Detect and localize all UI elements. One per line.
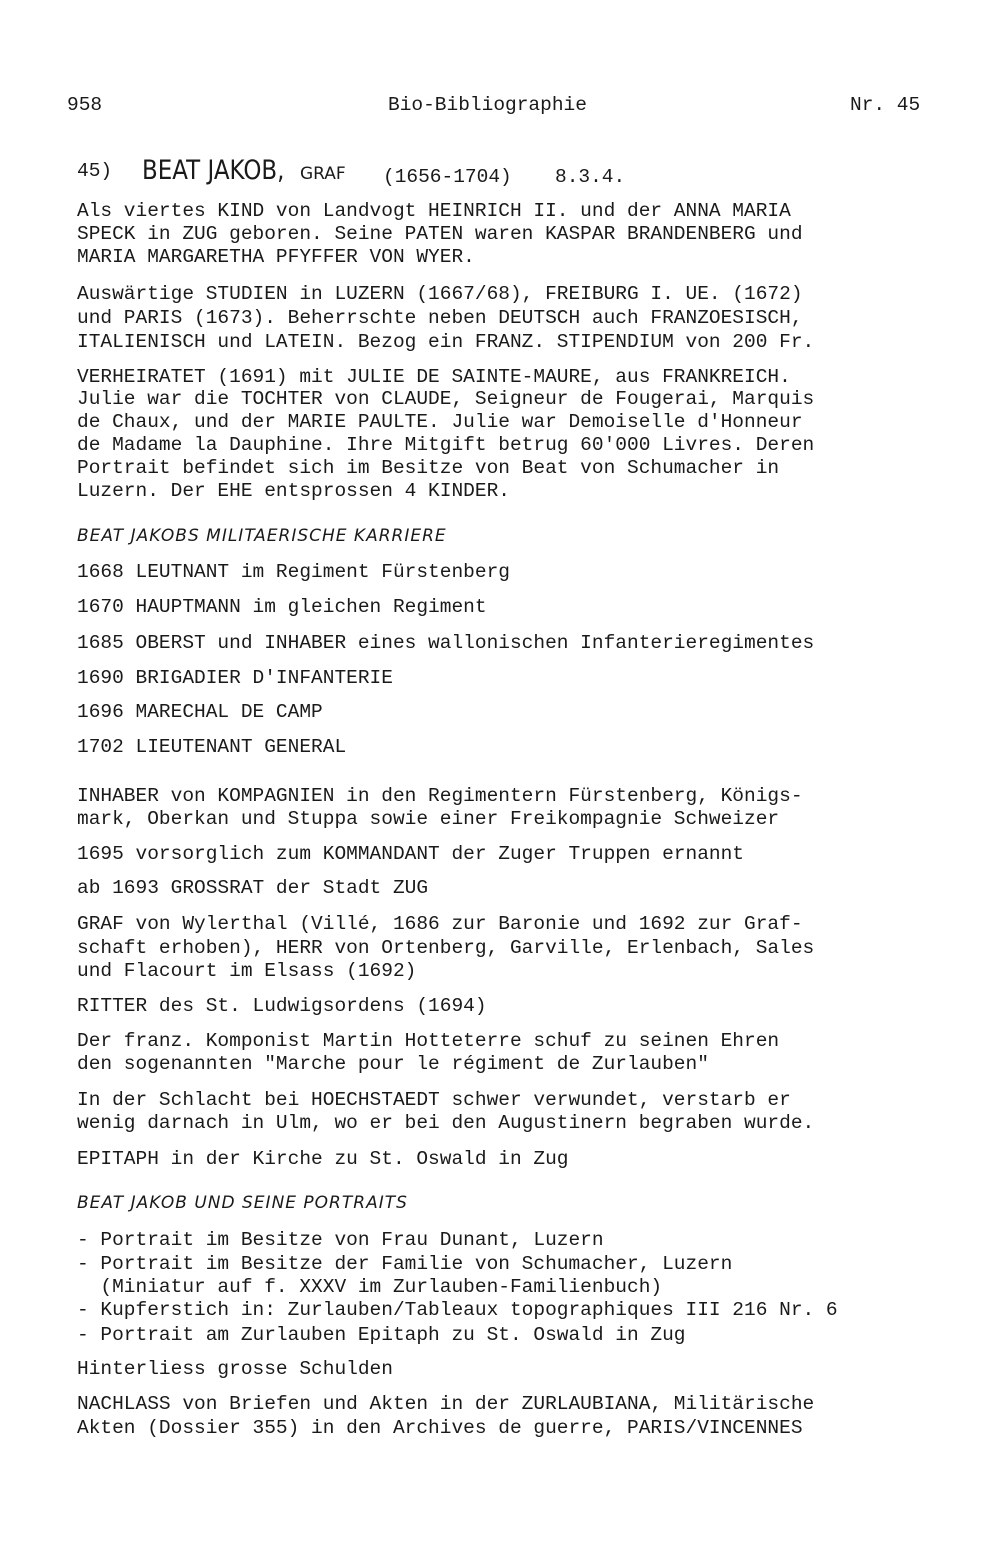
paragraph-line: In der Schlacht bei HOECHSTAEDT schwer verwundet, verstarb er bbox=[77, 1089, 791, 1111]
entry-title-graf: GRAF bbox=[300, 164, 346, 184]
portrait-item: - Kupferstich in: Zurlauben/Tableaux topographiques III 216 Nr. 6 bbox=[77, 1299, 838, 1321]
paragraph-line: und Flacourt im Elsass (1692) bbox=[77, 960, 417, 982]
paragraph-line: Julie war die TOCHTER von CLAUDE, Seigneur de Fougerai, Marquis bbox=[77, 388, 815, 410]
entry-reference: Nr. 45 bbox=[850, 94, 921, 116]
paragraph-line: NACHLASS von Briefen und Akten in der ZURLAUBIANA, Militärische bbox=[77, 1393, 815, 1415]
paragraph-line: Auswärtige STUDIEN in LUZERN (1667/68), FREIBURG I. UE. (1672) bbox=[77, 283, 803, 305]
paragraph-line: Luzern. Der EHE entsprossen 4 KINDER. bbox=[77, 480, 510, 502]
career-item: 1670 HAUPTMANN im gleichen Regiment bbox=[77, 596, 487, 618]
career-heading: BEAT JAKOBS MILITAERISCHE KARRIERE bbox=[77, 526, 447, 546]
paragraph-line: ITALIENISCH und LATEIN. Bezog ein FRANZ. STIPENDIUM von 200 Fr. bbox=[77, 331, 815, 353]
entry-code: 8.3.4. bbox=[555, 166, 626, 188]
paragraph-line: den sogenannten "Marche pour le régiment de Zurlauben" bbox=[77, 1053, 709, 1075]
entry-dates: (1656-1704) bbox=[383, 166, 512, 188]
paragraph-line: VERHEIRATET (1691) mit JULIE DE SAINTE-MAURE, aus FRANKREICH. bbox=[77, 366, 791, 388]
paragraph-line: SPECK in ZUG geboren. Seine PATEN waren KASPAR BRANDENBERG und bbox=[77, 223, 803, 245]
portrait-item: - Portrait im Besitze von Frau Dunant, Luzern bbox=[77, 1229, 604, 1251]
career-item: 1690 BRIGADIER D'INFANTERIE bbox=[77, 667, 393, 689]
paragraph-line: INHABER von KOMPAGNIEN in den Regimentern Fürstenberg, Königs- bbox=[77, 785, 803, 807]
paragraph-line: de Chaux, und der MARIE PAULTE. Julie war Demoiselle d'Honneur bbox=[77, 411, 803, 433]
paragraph-line: MARIA MARGARETHA PFYFFER VON WYER. bbox=[77, 246, 475, 268]
portrait-item: - Portrait im Besitze der Familie von Schumacher, Luzern bbox=[77, 1253, 733, 1275]
paragraph-line: EPITAPH in der Kirche zu St. Oswald in Zug bbox=[77, 1148, 569, 1170]
paragraph-line: und PARIS (1673). Beherrschte neben DEUTSCH auch FRANZOESISCH, bbox=[77, 307, 803, 329]
paragraph-line: Hinterliess grosse Schulden bbox=[77, 1358, 393, 1380]
career-item: 1668 LEUTNANT im Regiment Fürstenberg bbox=[77, 561, 510, 583]
career-item: 1696 MARECHAL DE CAMP bbox=[77, 701, 323, 723]
paragraph-line: mark, Oberkan und Stuppa sowie einer Freikompagnie Schweizer bbox=[77, 808, 780, 830]
paragraph-line: wenig darnach in Ulm, wo er bei den Augustinern begraben wurde. bbox=[77, 1112, 815, 1134]
entry-name bbox=[142, 155, 310, 186]
paragraph-line: 1695 vorsorglich zum KOMMANDANT der Zuger Truppen ernannt bbox=[77, 843, 745, 865]
paragraph-line: GRAF von Wylerthal (Villé, 1686 zur Baronie und 1692 zur Graf- bbox=[77, 913, 803, 935]
portrait-item: (Miniatur auf f. XXXV im Zurlauben-Familienbuch) bbox=[77, 1276, 663, 1298]
paragraph-line: ab 1693 GROSSRAT der Stadt ZUG bbox=[77, 877, 429, 899]
paragraph-line: de Madame la Dauphine. Ihre Mitgift betrug 60'000 Livres. Deren bbox=[77, 434, 815, 456]
page-number: 958 bbox=[67, 94, 103, 116]
career-item: 1685 OBERST und INHABER eines wallonischen Infanterieregimentes bbox=[77, 632, 815, 654]
paragraph-line: schaft erhoben), HERR von Ortenberg, Garville, Erlenbach, Sales bbox=[77, 937, 815, 959]
paragraph-line: Portrait befindet sich im Besitze von Beat von Schumacher in bbox=[77, 457, 780, 479]
running-title: Bio-Bibliographie bbox=[388, 94, 587, 116]
paragraph-line: Der franz. Komponist Martin Hotteterre schuf zu seinen Ehren bbox=[77, 1030, 780, 1052]
paragraph-line: RITTER des St. Ludwigsordens (1694) bbox=[77, 995, 487, 1017]
paragraph-line: Als viertes KIND von Landvogt HEINRICH II. und der ANNA MARIA bbox=[77, 200, 791, 222]
entry-number: 45) bbox=[77, 160, 113, 182]
paragraph-line: Akten (Dossier 355) in den Archives de guerre, PARIS/VINCENNES bbox=[77, 1417, 803, 1439]
portraits-heading: BEAT JAKOB UND SEINE PORTRAITS bbox=[77, 1193, 408, 1213]
portrait-item: - Portrait am Zurlauben Epitaph zu St. Oswald in Zug bbox=[77, 1324, 686, 1346]
entry-name-text: BEAT JAKOB, bbox=[142, 155, 285, 186]
career-item: 1702 LIEUTENANT GENERAL bbox=[77, 736, 347, 758]
